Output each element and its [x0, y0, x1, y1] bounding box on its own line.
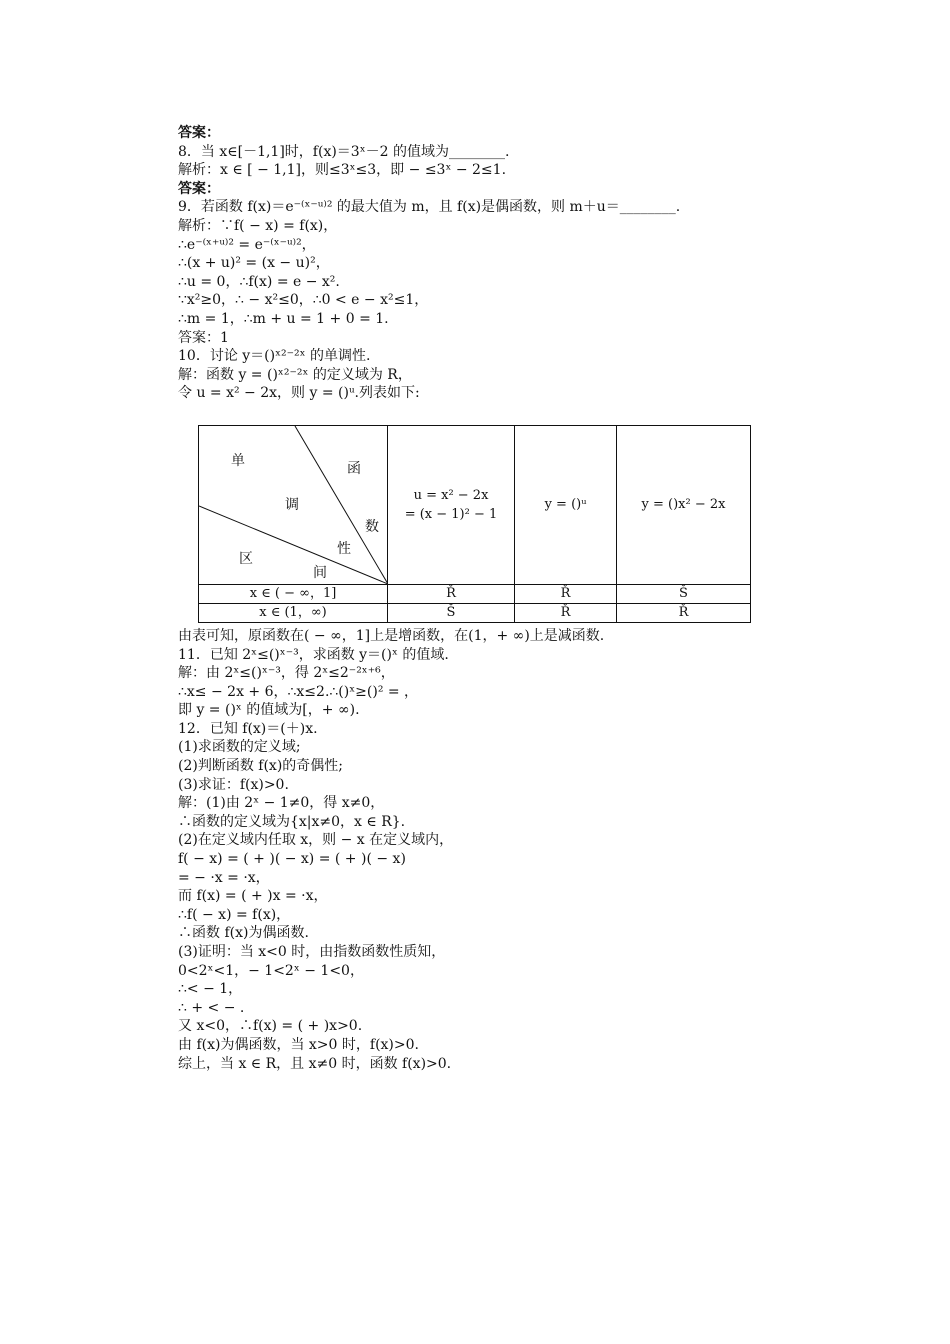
- text-line-s12h: ∴函数 f(x)为偶函数.: [178, 925, 309, 942]
- text-line-s12f: 而 f(x) = ( + )x = ·x，: [178, 888, 328, 905]
- row-interval: x ∈ ( − ∞，1]: [199, 584, 388, 603]
- table-row: [199, 603, 751, 622]
- text-line-s9c: ∴(x + u)² = (x − u)²，: [178, 255, 330, 272]
- row-cell: Š: [388, 603, 515, 622]
- text-line-q9: 9．若函数 f(x)＝e⁻⁽ˣ⁻ᵘ⁾² 的最大值为 m，且 f(x)是偶函数，则 m＋u＝________.: [178, 199, 681, 216]
- text-line-ans8: 答案：: [178, 180, 220, 197]
- text-line-q12a: (1)求函数的定义域;: [178, 739, 301, 756]
- text-line-s12n: 由 f(x)为偶函数，当 x>0 时，f(x)>0.: [178, 1036, 419, 1053]
- text-line-s9e: ∵x²≥0，∴ − x²≤0，∴0 < e − x²≤1，: [178, 292, 429, 309]
- text-line-q12: 12．已知 f(x)＝(＋)x.: [178, 720, 318, 737]
- corner-label-xing: 性: [337, 540, 351, 557]
- text-line-s12d: f( − x) = ( + )( − x) = ( + )( − x): [178, 851, 406, 868]
- diagonal-header-cell: [199, 425, 388, 584]
- row-cell: Ř: [515, 584, 617, 603]
- text-line-s9d: ∴u = 0，∴f(x) = e − x².: [178, 273, 340, 290]
- row-cell: Ř: [388, 584, 515, 603]
- text-line-q8: 8．当 x∈[－1,1]时，f(x)＝3ˣ－2 的值域为________.: [178, 143, 510, 160]
- header-y-of-u: y = ()ᵘ: [515, 425, 617, 584]
- text-line-s12a: 解：(1)由 2ˣ − 1≠0，得 x≠0，: [178, 795, 385, 812]
- text-line-s11a: 解：由 2ˣ≤()ˣ⁻³，得 2ˣ≤2⁻²ˣ⁺⁶，: [178, 665, 395, 682]
- text-line-q12c: (3)求证：f(x)>0.: [178, 776, 289, 793]
- text-block-top: [178, 124, 778, 403]
- text-line-q10: 10．讨论 y＝()ˣ²⁻²ˣ 的单调性.: [178, 348, 371, 365]
- header-u-function: [388, 425, 515, 584]
- text-line-ans7: 答案：: [178, 125, 220, 141]
- corner-label-qu: 区: [239, 550, 253, 567]
- header-u-line1: u = x² − 2x: [413, 487, 489, 503]
- table-row: [199, 584, 751, 603]
- corner-label-dan: 单: [231, 452, 245, 469]
- text-line-s12g: ∴f( − x) = f(x)，: [178, 906, 291, 923]
- corner-label-shu: 数: [365, 518, 379, 535]
- text-line-s10b: 令 u = x² − 2x，则 y = ()ᵘ.列表如下:: [178, 385, 420, 402]
- row-cell: Š: [617, 584, 751, 603]
- row-cell: Ř: [617, 603, 751, 622]
- text-line-s12j: 0<2ˣ<1，− 1<2ˣ − 1<0，: [178, 962, 364, 979]
- text-line-q12b: (2)判断函数 f(x)的奇偶性;: [178, 758, 343, 775]
- text-line-s9a: 解析：∵f( − x) = f(x)，: [178, 217, 338, 234]
- text-line-s12c: (2)在定义域内任取 x，则 − x 在定义域内，: [178, 832, 454, 849]
- row-interval: x ∈ (1，∞): [199, 603, 388, 622]
- text-line-s12l: ∴ + < − .: [178, 999, 245, 1016]
- monotonicity-table: [198, 425, 750, 623]
- row-cell: Ř: [515, 603, 617, 622]
- text-line-q11: 11．已知 2ˣ≤()ˣ⁻³，求函数 y＝()ˣ 的值域.: [178, 646, 449, 663]
- text-line-s9f: ∴m = 1，∴m + u = 1 + 0 = 1.: [178, 310, 389, 327]
- text-line-s8: 解析：x ∈ [ − 1,1]，则≤3ˣ≤3，即 − ≤3ˣ − 2≤1.: [178, 162, 507, 179]
- text-line-s12i: (3)证明：当 x<0 时，由指数函数性质知，: [178, 944, 446, 960]
- corner-label-jian: 间: [313, 564, 327, 581]
- header-u-line2: = (x − 1)² − 1: [404, 506, 498, 522]
- text-line-s12m: 又 x<0，∴f(x) = ( + )x>0.: [178, 1018, 363, 1035]
- corner-label-tiao: 调: [285, 496, 299, 513]
- text-line-s12e: = − ·x = ·x，: [178, 869, 270, 886]
- text-line-s9b: ∴e⁻⁽ˣ⁺ᵘ⁾² = e⁻⁽ˣ⁻ᵘ⁾²，: [178, 236, 316, 253]
- header-y-composite: y = ()x² − 2x: [617, 425, 751, 584]
- text-line-s12b: ∴函数的定义域为{x|x≠0，x ∈ R}.: [178, 813, 406, 830]
- text-line-s11b: ∴x≤ − 2x + 6，∴x≤2.∴()ˣ≥()² = ，: [178, 683, 419, 700]
- text-line-s11c: 即 y = ()ˣ 的值域为[，+ ∞).: [178, 702, 360, 719]
- document-body: [178, 124, 778, 1073]
- text-line-ans9: 答案：1: [178, 329, 229, 346]
- corner-label-han: 函: [347, 460, 361, 477]
- text-line-s10a: 解：函数 y = ()ˣ²⁻²ˣ 的定义域为 R，: [178, 366, 412, 383]
- text-block-bottom: [178, 627, 778, 1073]
- text-line-c10: 由表可知，原函数在( − ∞，1]上是增函数，在(1，+ ∞)上是减函数.: [178, 627, 605, 644]
- text-line-s12k: ∴< − 1，: [178, 981, 243, 998]
- text-line-s12o: 综上，当 x ∈ R，且 x≠0 时，函数 f(x)>0.: [178, 1055, 452, 1072]
